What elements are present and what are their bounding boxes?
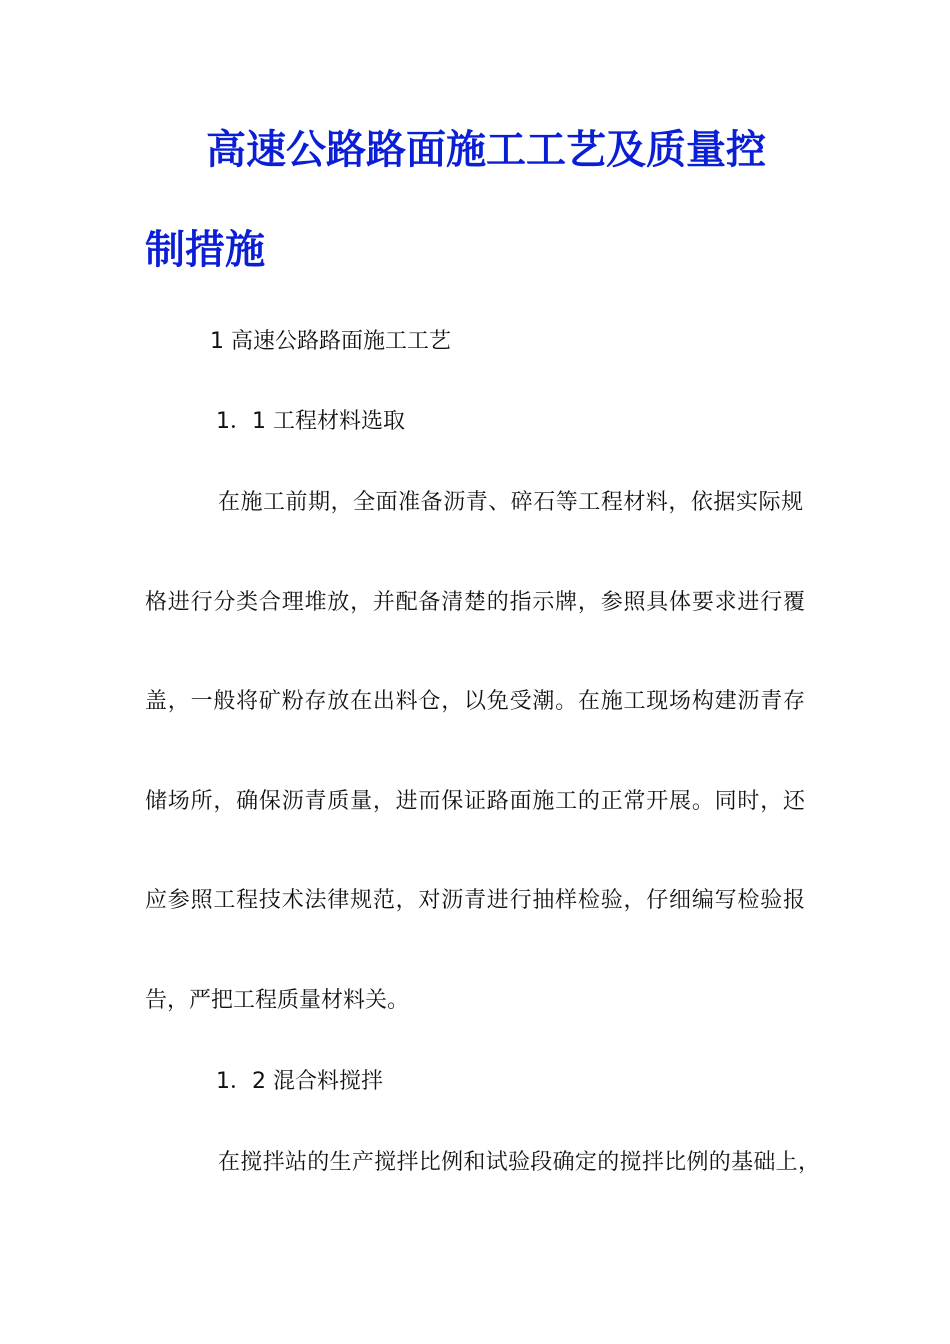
document-title-line-1: 高速公路路面施工工艺及质量控 xyxy=(206,126,766,173)
document-title-line-2: 制措施 xyxy=(145,226,265,273)
paragraph-line: 应参照工程技术法律规范，对沥青进行抽样检验，仔细编写检验报 xyxy=(145,888,805,913)
section-heading-1: 1 高速公路路面施工工艺 xyxy=(210,329,451,354)
section-heading-1-1: 1．1 工程材料选取 xyxy=(216,409,405,434)
paragraph-line: 储场所，确保沥青质量，进而保证路面施工的正常开展。同时，还 xyxy=(145,789,805,814)
paragraph-line: 格进行分类合理堆放，并配备清楚的指示牌，参照具体要求进行覆 xyxy=(145,590,805,615)
paragraph-line: 在施工前期，全面准备沥青、碎石等工程材料，依据实际规 xyxy=(218,490,803,515)
section-heading-1-2: 1．2 混合料搅拌 xyxy=(216,1069,383,1094)
paragraph-line: 在搅拌站的生产搅拌比例和试验段确定的搅拌比例的基础上， xyxy=(218,1150,820,1175)
paragraph-line: 告，严把工程质量材料关。 xyxy=(145,988,410,1013)
paragraph-line: 盖，一般将矿粉存放在出料仓，以免受潮。在施工现场构建沥青存 xyxy=(145,689,805,714)
